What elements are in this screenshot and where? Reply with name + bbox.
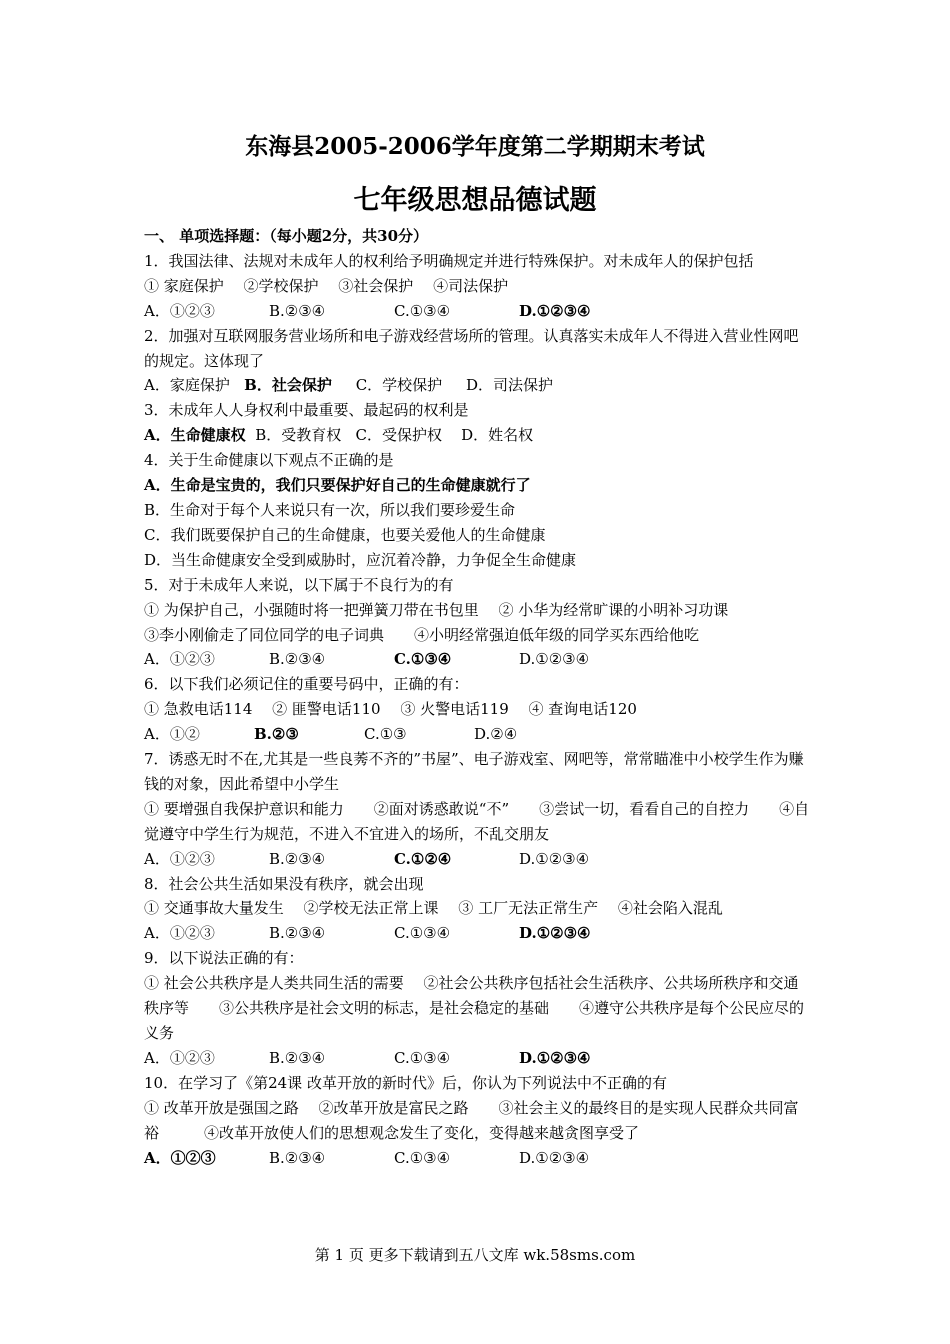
question-1-items: ① 家庭保护 ②学校保护 ③社会保护 ④司法保护 (144, 276, 509, 295)
option-a: A．①②③ (144, 301, 215, 320)
question-2-stem: 2．加强对互联网服务营业场所和电子游戏经营场所的管理。认真落实未成年人不得进入营业性网吧的规定。这体现了 (144, 326, 799, 370)
option-b: B.②③④ (269, 1048, 326, 1067)
question-10-options (144, 1146, 810, 1171)
question-5-items-1: ① 为保护自己，小强随时将一把弹簧刀带在书包里 ② 小华为经常旷课的小明补习功课 (144, 600, 729, 619)
option-c: C.①③④ (394, 924, 451, 943)
exam-title: 东海县2005-2006学年度第二学期期末考试 (245, 133, 705, 160)
option-d-answer: D.①②③④ (519, 924, 591, 943)
option-c: C.①③④ (394, 1048, 451, 1067)
question-5-items-2: ③李小刚偷走了同位同学的电子词典 ④小明经常强迫低年级的同学买东西给他吃 (144, 625, 700, 644)
question-1-stem: 1．我国法律、法规对未成年人的权利给予明确规定并进行特殊保护。对未成年人的保护包括 (144, 251, 754, 270)
question-3-stem: 3．未成年人人身权利中最重要、最起码的权利是 (144, 401, 469, 420)
option-a: A．①②③ (144, 849, 215, 868)
page-footer: 第 1 页 更多下载请到五八文库 wk.58sms.com (314, 1246, 636, 1264)
question-3-options (144, 423, 810, 448)
question-5-stem: 5．对于未成年人来说，以下属于不良行为的有 (144, 575, 454, 594)
question-4-stem: 4．关于生命健康以下观点不正确的是 (144, 451, 394, 470)
option-d: D.①②③④ (519, 849, 590, 868)
option-d: D.①②③④ (519, 1148, 590, 1167)
exam-content (144, 224, 810, 1170)
option-c: C．学校保护 (355, 376, 443, 395)
question-4-option-b: B．生命对于每个人来说只有一次，所以我们要珍爱生命 (144, 500, 516, 519)
option-a: A．家庭保护 (144, 376, 230, 395)
question-7-options (144, 847, 810, 872)
option-a: A．①② (144, 725, 200, 744)
option-a-answer: A．①②③ (144, 1148, 216, 1167)
option-c: C.①③④ (394, 301, 451, 320)
option-c-answer: C.①②④ (394, 849, 452, 868)
option-a: A．①②③ (144, 1048, 215, 1067)
option-d-answer: D.①②③④ (519, 1048, 591, 1067)
option-c: C．受保护权 (355, 426, 443, 445)
option-b: B.②③④ (269, 650, 326, 669)
option-b: B.②③④ (269, 301, 326, 320)
question-10-stem: 10．在学习了《第24课 改革开放的新时代》后，你认为下列说法中不正确的有 (144, 1073, 667, 1092)
option-b: B.②③④ (269, 924, 326, 943)
question-7-items: ① 要增强自我保护意识和能力 ②面对诱惑敢说“不” ③尝试一切，看看自己的自控力 ④自觉遵守中学生行为规范，不进入不宜进入的场所，不乱交朋友 (144, 799, 810, 843)
question-4-option-c: C．我们既要保护自己的生命健康，也要关爱他人的生命健康 (144, 525, 546, 544)
question-10-items: ① 改革开放是强国之路 ②改革开放是富民之路 ③社会主义的最终目的是实现人民群众共同富裕 ④改革开放使人们的思想观念发生了变化，变得越来越贪图享受了 (144, 1098, 799, 1142)
option-a-answer: A．生命健康权 (144, 426, 246, 445)
question-1-options (144, 299, 810, 324)
question-8-stem: 8．社会公共生活如果没有秩序，就会出现 (144, 874, 424, 893)
option-b: B．受教育权 (255, 426, 342, 445)
option-d: D．司法保护 (466, 376, 554, 395)
question-6-items: ① 急救电话114 ② 匪警电话110 ③ 火警电话119 ④ 查询电话120 (144, 700, 637, 719)
question-9-options (144, 1046, 810, 1071)
question-6-options (144, 722, 810, 747)
exam-subtitle: 七年级思想品德试题 (353, 185, 597, 216)
option-d: D.②④ (474, 725, 518, 744)
option-b-answer: B.②③ (254, 725, 299, 744)
question-2-options (144, 373, 810, 398)
option-b: B.②③④ (269, 1148, 326, 1167)
option-d: D．姓名权 (461, 426, 534, 445)
option-a: A．①②③ (144, 924, 215, 943)
option-c: C.①③ (364, 725, 407, 744)
option-c: C.①③④ (394, 1148, 451, 1167)
question-9-stem: 9．以下说法正确的有： (144, 949, 304, 968)
question-4-option-a-answer: A．生命是宝贵的，我们只要保护好自己的生命健康就行了 (144, 476, 531, 495)
question-5-options (144, 647, 810, 672)
question-9-items: ① 社会公共秩序是人类共同生活的需要 ②社会公共秩序包括社会生活秩序、公共场所秩序和交通秩序等 ③公共秩序是社会文明的标志，是社会稳定的基础 ④遵守公共秩序是每个公民应尽的义务 (144, 974, 805, 1042)
option-d-answer: D.①②③④ (519, 301, 591, 320)
option-c-answer: C.①③④ (394, 650, 452, 669)
section-heading: 一、 单项选择题：（每小题2分，共30分） (144, 227, 429, 245)
question-7-stem: 7．诱惑无时不在,尤其是一些良莠不齐的”书屋”、电子游戏室、网吧等，常常瞄准中小校学生作为赚钱的对象，因此希望中小学生 (144, 750, 804, 793)
question-6-stem: 6．以下我们必须记住的重要号码中，正确的有： (144, 675, 469, 694)
option-a: A．①②③ (144, 650, 215, 669)
question-8-options (144, 921, 810, 946)
question-4-option-d: D．当生命健康安全受到威胁时，应沉着冷静，力争促全生命健康 (144, 550, 577, 569)
option-b-answer: B．社会保护 (244, 376, 332, 395)
option-d: D.①②③④ (519, 650, 590, 669)
question-8-items: ① 交通事故大量发生 ②学校无法正常上课 ③ 工厂无法正常生产 ④社会陷入混乱 (144, 899, 723, 918)
option-b: B.②③④ (269, 849, 326, 868)
